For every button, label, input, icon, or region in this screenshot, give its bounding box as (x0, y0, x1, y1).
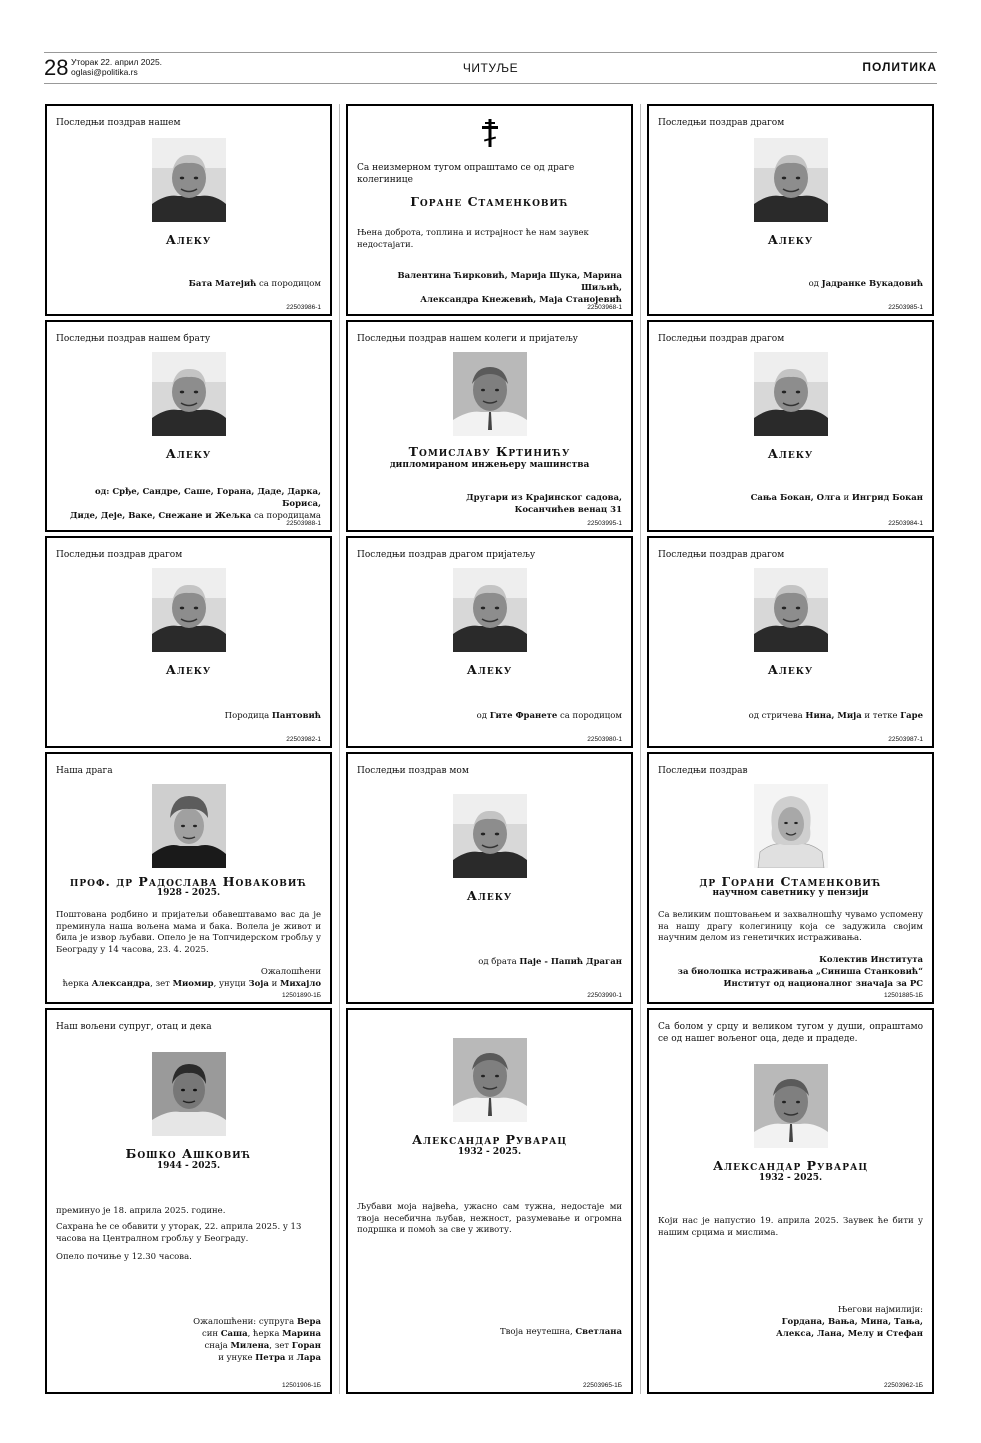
card-intro: Са болом у срцу и великом тугом у души, опраштамо се од нашег вољеног оца, деде и прадеде. (658, 1022, 923, 1044)
obituary-card (45, 536, 332, 748)
ad-code: 22503985-1 (888, 304, 923, 311)
card-intro: Наша драга (56, 766, 113, 776)
deceased-name: Алеку (767, 232, 814, 247)
ad-code: 22503980-1 (587, 736, 622, 743)
signature: од стричева Нина, Мија и тетке Гаре (748, 711, 923, 721)
ad-code: 22503982-1 (286, 736, 321, 743)
life-years: 1944 - 2025. (156, 1161, 221, 1171)
card-intro: Последњи поздрав драгом (658, 118, 785, 128)
obituary-card (647, 1008, 934, 1394)
page-header (44, 52, 937, 84)
portrait-photo (754, 568, 828, 652)
deceased-name: Алеку (767, 446, 814, 461)
card-intro: Последњи поздрав мом (357, 766, 469, 776)
card-intro: Наш вољени супруг, отац и дека (56, 1022, 212, 1032)
card-intro: Са неизмерном тугом опраштамо се од драге колегинице (357, 163, 575, 185)
card-body-text: Љубави моја највећа, ужасно сам тужна, недостаје ми твоја несебична љубав, нежност, разумевање и огромна подршка и помоћ за све у животу. (357, 1202, 622, 1235)
signature: Бата Матејић са породицом (188, 279, 321, 289)
obituary-card (45, 752, 332, 1004)
life-years: 1928 - 2025. (156, 888, 221, 898)
section-title: ЧИТУЉЕ (462, 61, 519, 75)
ad-code: 22503968-1 (587, 304, 622, 311)
portrait-photo (152, 568, 226, 652)
portrait-photo (453, 352, 527, 436)
obituary-card (346, 1008, 633, 1394)
obituary-card (346, 320, 633, 532)
card-body-text: Опело почиње у 12.30 часова. (56, 1252, 192, 1262)
signature: Сања Бокан, Олга и Ингрид Бокан (750, 493, 923, 503)
signature: Колектив Института за биолошка истраживања „Синиша Станковић“ Институт од националног значаја за РС (677, 955, 923, 989)
deceased-name: Алеку (165, 662, 212, 677)
ad-code: 22503990-1 (587, 992, 622, 999)
ad-code: 22503986-1 (286, 304, 321, 311)
column-divider (640, 104, 641, 1394)
obituary-card (45, 320, 332, 532)
card-intro: Последњи поздрав нашем брату (56, 334, 211, 344)
contact-email: oglasi@politika.rs (71, 67, 138, 77)
portrait-photo (152, 138, 226, 222)
issue-date: Уторак 22. април 2025. (71, 57, 163, 67)
ad-code: 22503984-1 (888, 520, 923, 527)
signature: од брата Паје - Папић Драган (478, 957, 622, 967)
portrait-photo (754, 138, 828, 222)
portrait-photo (453, 568, 527, 652)
life-years: 1932 - 2025. (457, 1147, 522, 1157)
life-years: 1932 - 2025. (758, 1173, 823, 1183)
deceased-title: научном саветнику у пензији (712, 888, 869, 898)
signature: Валентина Ћирковић, Марија Шука, Марина Шиљић, Александра Кнежевић, Маја Станојевић (397, 271, 622, 305)
deceased-name: Алеку (767, 662, 814, 677)
deceased-name: Алеку (466, 662, 513, 677)
card-intro: Последњи поздрав драгом пријатељу (357, 550, 536, 560)
card-body-text: преминуо је 18. априла 2025. године. (56, 1206, 226, 1216)
obituary-card (647, 104, 934, 316)
card-body-text: Који нас је напустио 19. априла 2025. Заувек ће бити у нашим срцима и мислима. (658, 1216, 923, 1238)
deceased-name: Бошко Ашковић (125, 1146, 252, 1161)
obituary-card (45, 1008, 332, 1394)
deceased-name: Александар Руварац (712, 1158, 869, 1173)
portrait-photo (152, 784, 226, 868)
ad-code: 22503988-1 (286, 520, 321, 527)
card-body-text: Поштована родбино и пријатељи обавештавамо вас да је преминула наша вољена мама и бака. Волела је живот и била је извор љубави. Опело је на Топчидерском гробљу у Београду у 14 часова, 23. 4. 2025. (56, 910, 321, 955)
card-intro: Последњи поздрав драгом (658, 550, 785, 560)
deceased-name: Алеку (165, 446, 212, 461)
ad-code: 12501890-1Б (282, 992, 321, 999)
orthodox-cross-icon (480, 118, 500, 148)
signature: Његови најмилији: Гордана, Вања, Мина, Тања, Алекса, Лана, Мелу и Стефан (775, 1305, 923, 1339)
signature: од Гите Франете са породицом (476, 711, 622, 721)
card-intro: Последњи поздрав нашем колеги и пријатељу (357, 334, 578, 344)
signature: Ожалошћени: супруга Вера син Саша, ћерка Марина снаја Милена, зет Горан и унуке Петра и Лара (193, 1317, 321, 1363)
deceased-name: Александар Руварац (411, 1132, 568, 1147)
obituary-card (647, 536, 934, 748)
portrait-photo (754, 352, 828, 436)
portrait-photo (754, 784, 828, 868)
obituary-card (647, 320, 934, 532)
obituary-card (346, 104, 633, 316)
deceased-name: др Горани Стаменковић (699, 874, 882, 889)
ad-code: 22503962-1Б (884, 1382, 923, 1389)
card-intro: Последњи поздрав драгом (658, 334, 785, 344)
obituary-card (45, 104, 332, 316)
deceased-name: Горане Стаменковић (410, 194, 569, 209)
signature: Твоја неутешна, Светлана (499, 1327, 622, 1337)
page-number: 28 (44, 55, 69, 80)
signature: Другари из Крајинског садова, Косанчићев венац 31 (466, 493, 622, 515)
obituary-card (346, 536, 633, 748)
deceased-name: Алеку (466, 888, 513, 903)
ad-code: 12501885-1Б (884, 992, 923, 999)
card-body-text: Са великим поштовањем и захвалношћу чувамо успомену на нашу драгу колегиницу која се задужила својим научним делом из генетичких истраживања. (658, 910, 923, 943)
card-intro: Последњи поздрав (658, 766, 748, 776)
ad-code: 22503987-1 (888, 736, 923, 743)
portrait-photo (152, 352, 226, 436)
ad-code: 22503965-1Б (583, 1382, 622, 1389)
deceased-name: проф. др Радослава Новаковић (69, 874, 308, 889)
portrait-photo (453, 794, 527, 878)
column-divider (339, 104, 340, 1394)
signature: од: Срђе, Сандре, Саше, Горана, Даде, Дарка, Бориса, Диде, Деје, Ваке, Снежане и Жељка са породицама (69, 487, 321, 521)
deceased-name: Томиславу Кртинићу (408, 444, 571, 459)
card-intro: Последњи поздрав нашем (56, 118, 181, 128)
card-body-text: Сахрана ће се обавити у уторак, 22. априла 2025. у 13 часова на Централном гробљу у Београду. (56, 1222, 302, 1244)
portrait-photo (754, 1064, 828, 1148)
portrait-photo (152, 1052, 226, 1136)
deceased-title: дипломираном инжењеру машинства (389, 460, 590, 470)
signature: од Јадранке Вукадовић (808, 279, 923, 289)
deceased-name: Алеку (165, 232, 212, 247)
card-intro: Последњи поздрав драгом (56, 550, 183, 560)
signature: Ожалошћени ћерка Александра, зет Миомир, унуци Зоја и Михајло (62, 967, 321, 989)
obituary-card (647, 752, 934, 1004)
ad-code: 22503995-1 (587, 520, 622, 527)
obituary-card (346, 752, 633, 1004)
signature: Породица Пантовић (224, 711, 321, 721)
ad-code: 12501906-1Б (282, 1382, 321, 1389)
portrait-photo (453, 1038, 527, 1122)
card-body-text: Њена доброта, топлина и истрајност ће нам заувек недостајати. (357, 228, 589, 250)
newspaper-logo: ПОЛИТИКА (862, 60, 937, 74)
